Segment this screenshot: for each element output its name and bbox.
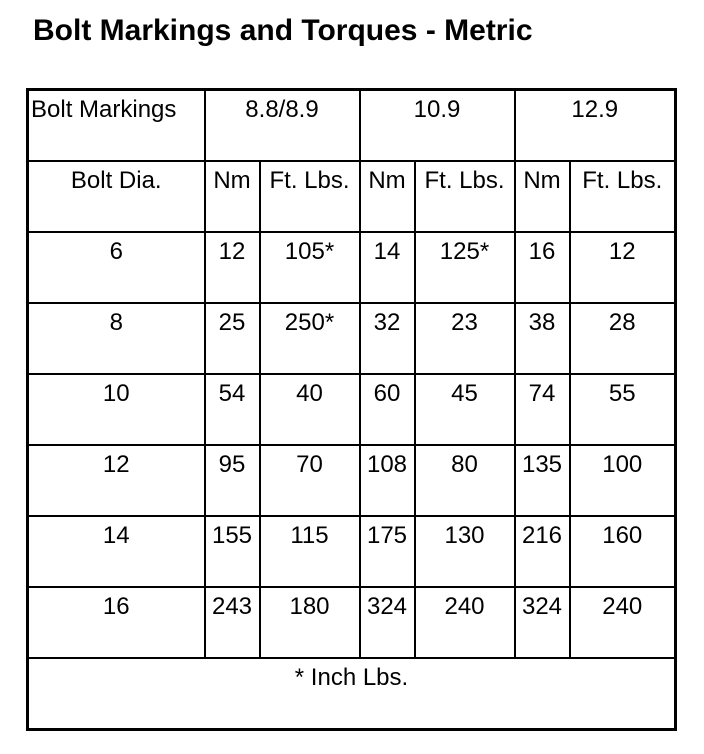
unit-ftlbs-1: Ft. Lbs. xyxy=(260,161,360,232)
header-bolt-dia: Bolt Dia. xyxy=(28,161,205,232)
torque-value-cell: 80 xyxy=(415,445,515,516)
torque-value-cell: 54 xyxy=(205,374,260,445)
table-row xyxy=(28,516,676,587)
table-row xyxy=(28,587,676,658)
header-row-units xyxy=(28,161,676,232)
torque-value-cell: 240 xyxy=(570,587,676,658)
unit-nm-2: Nm xyxy=(360,161,415,232)
footnote-row xyxy=(28,658,676,730)
table-row xyxy=(28,374,676,445)
torque-value-cell: 240 xyxy=(415,587,515,658)
bolt-dia-cell: 8 xyxy=(28,303,205,374)
torque-value-cell: 250* xyxy=(260,303,360,374)
bolt-dia-cell: 12 xyxy=(28,445,205,516)
torque-value-cell: 14 xyxy=(360,232,415,303)
header-group-8-8: 8.8/8.9 xyxy=(205,90,360,162)
bolt-dia-cell: 14 xyxy=(28,516,205,587)
torque-value-cell: 55 xyxy=(570,374,676,445)
torque-value-cell: 28 xyxy=(570,303,676,374)
bolt-dia-cell: 6 xyxy=(28,232,205,303)
torque-value-cell: 38 xyxy=(515,303,570,374)
table-row xyxy=(28,445,676,516)
unit-nm-1: Nm xyxy=(205,161,260,232)
torque-value-cell: 40 xyxy=(260,374,360,445)
torque-value-cell: 155 xyxy=(205,516,260,587)
torque-value-cell: 70 xyxy=(260,445,360,516)
torque-value-cell: 16 xyxy=(515,232,570,303)
header-row-markings xyxy=(28,90,676,162)
torque-value-cell: 12 xyxy=(205,232,260,303)
torque-value-cell: 130 xyxy=(415,516,515,587)
torque-value-cell: 25 xyxy=(205,303,260,374)
torque-value-cell: 100 xyxy=(570,445,676,516)
bolt-dia-cell: 16 xyxy=(28,587,205,658)
table-row xyxy=(28,303,676,374)
footnote-cell: * Inch Lbs. xyxy=(28,658,676,730)
torque-value-cell: 125* xyxy=(415,232,515,303)
bolt-torque-table xyxy=(26,88,677,731)
header-group-10-9: 10.9 xyxy=(360,90,515,162)
torque-value-cell: 243 xyxy=(205,587,260,658)
unit-ftlbs-2: Ft. Lbs. xyxy=(415,161,515,232)
torque-value-cell: 108 xyxy=(360,445,415,516)
torque-value-cell: 32 xyxy=(360,303,415,374)
torque-value-cell: 160 xyxy=(570,516,676,587)
torque-value-cell: 180 xyxy=(260,587,360,658)
torque-value-cell: 324 xyxy=(515,587,570,658)
torque-value-cell: 95 xyxy=(205,445,260,516)
torque-value-cell: 23 xyxy=(415,303,515,374)
bolt-dia-cell: 10 xyxy=(28,374,205,445)
page-title: Bolt Markings and Torques - Metric xyxy=(33,14,533,47)
torque-value-cell: 175 xyxy=(360,516,415,587)
torque-value-cell: 324 xyxy=(360,587,415,658)
unit-nm-3: Nm xyxy=(515,161,570,232)
header-bolt-markings: Bolt Markings xyxy=(28,90,205,162)
torque-value-cell: 45 xyxy=(415,374,515,445)
torque-value-cell: 216 xyxy=(515,516,570,587)
torque-value-cell: 115 xyxy=(260,516,360,587)
header-group-12-9: 12.9 xyxy=(515,90,676,162)
unit-ftlbs-3: Ft. Lbs. xyxy=(570,161,676,232)
table-row xyxy=(28,232,676,303)
torque-value-cell: 12 xyxy=(570,232,676,303)
torque-value-cell: 135 xyxy=(515,445,570,516)
torque-value-cell: 60 xyxy=(360,374,415,445)
torque-value-cell: 74 xyxy=(515,374,570,445)
torque-value-cell: 105* xyxy=(260,232,360,303)
